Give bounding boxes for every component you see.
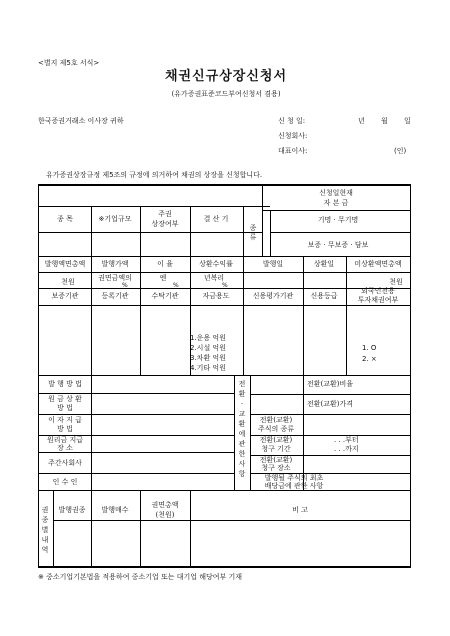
rule bbox=[38, 490, 410, 491]
issue-total-label: 발행액면총액 bbox=[44, 260, 86, 268]
rule bbox=[38, 375, 410, 376]
rule bbox=[262, 210, 410, 211]
rule bbox=[140, 206, 141, 256]
form-number: <별지 제5호 서식> bbox=[38, 59, 100, 67]
issue-date-label: 발행일 bbox=[262, 260, 284, 268]
apply-date-label: 신 청 일: bbox=[278, 117, 306, 125]
period-to: . . .까지 bbox=[334, 445, 359, 453]
kind-option-registered: 기명 · 무기명 bbox=[317, 216, 359, 224]
date-month: 월 bbox=[381, 117, 388, 125]
date-day: 일 bbox=[404, 117, 411, 125]
rule bbox=[38, 393, 234, 394]
underwriter-label: 주간사회사 bbox=[48, 459, 82, 467]
fund-use-2: 2.시설 억원 bbox=[190, 344, 226, 352]
rule bbox=[38, 272, 410, 273]
capital-label: 신청일현재 bbox=[319, 189, 353, 197]
rule bbox=[262, 186, 263, 256]
unit-percent-2: % bbox=[173, 282, 179, 289]
rule bbox=[91, 256, 92, 288]
seal-mark: (인) bbox=[394, 147, 407, 155]
guarantor-label: 보증기관 bbox=[51, 292, 79, 300]
ceo-label: 대표이사: bbox=[278, 147, 308, 155]
kind-option-guarantee: 보증 · 무보증 · 담보 bbox=[307, 241, 369, 249]
recipient: 한국증권거래소 이사장 귀하 bbox=[38, 117, 124, 125]
yield-label: 상환수익률 bbox=[199, 260, 233, 268]
rule bbox=[38, 232, 262, 233]
unit-percent: % bbox=[122, 282, 128, 289]
rule bbox=[38, 206, 270, 207]
page-subtitle: (유가증권표준코드부여신청서 겸용) bbox=[171, 90, 281, 98]
period-from: . . .부터 bbox=[334, 436, 359, 444]
rate-label: 이 율 bbox=[157, 260, 173, 268]
rule bbox=[270, 210, 271, 256]
rating-org-label: 신용평가기관 bbox=[252, 292, 294, 300]
table-bottom-border bbox=[38, 566, 410, 568]
dividend-label-2: 배당금에 관한 사항 bbox=[264, 482, 324, 490]
denomination-label: 발행권종 bbox=[58, 506, 86, 514]
rule bbox=[243, 206, 244, 256]
issue-price-label: 발행가액 bbox=[101, 260, 129, 268]
rule bbox=[38, 305, 410, 306]
pay-place-label: 원리금 지급 bbox=[46, 436, 84, 444]
rule bbox=[270, 232, 410, 233]
rule bbox=[91, 206, 92, 256]
registrar-label: 등록기관 bbox=[101, 292, 129, 300]
rule bbox=[140, 490, 141, 566]
listed-label: 주권 bbox=[158, 210, 172, 218]
fund-use-1: 1.운용 억원 bbox=[190, 334, 226, 342]
rule bbox=[190, 256, 191, 288]
count-label: 발행매수 bbox=[101, 506, 129, 514]
principal-label: 원 금 상 환 bbox=[48, 395, 82, 403]
applicant-label: 신청회사: bbox=[278, 132, 308, 140]
rule bbox=[250, 414, 410, 415]
interest-label: 이 자 지 급 bbox=[48, 416, 82, 424]
issue-method-label: 발 행 방 법 bbox=[48, 380, 82, 388]
rule bbox=[140, 288, 141, 375]
unit-price-label: 권면금액의 bbox=[98, 274, 132, 282]
kind-label: 종류 bbox=[249, 224, 257, 241]
conversion-kind-label: 전환(교환) bbox=[259, 416, 293, 424]
date-year: 년 bbox=[358, 117, 365, 125]
rule bbox=[91, 288, 92, 375]
table-right-border bbox=[410, 184, 411, 568]
fund-use-4: 4.기타 억원 bbox=[190, 364, 226, 372]
redeem-date-label: 상환일 bbox=[313, 260, 335, 268]
rule bbox=[190, 206, 191, 256]
rule bbox=[140, 256, 141, 288]
conversion-place-label-2: 청구 장소 bbox=[261, 464, 291, 472]
conversion-place-label: 전환(교환) bbox=[259, 456, 293, 464]
rule bbox=[303, 288, 304, 375]
table-top-border bbox=[38, 184, 410, 186]
foreign-label: 외국인전용 bbox=[361, 287, 395, 295]
rule bbox=[38, 256, 410, 257]
item-label: 종 목 bbox=[57, 215, 73, 223]
page-title: 채권신규상장신청서 bbox=[164, 69, 288, 84]
principal-label-2: 방 법 bbox=[57, 404, 73, 412]
certificate-side-label: 권종별내역 bbox=[41, 506, 49, 554]
trustee-label: 수탁기관 bbox=[151, 292, 179, 300]
table-left-border bbox=[38, 184, 39, 568]
company-size-label: ※기업규모 bbox=[98, 215, 132, 223]
conversion-kind-label-2: 주식의 종류 bbox=[257, 425, 295, 433]
face-amount-label: 권면총액 bbox=[151, 501, 179, 509]
rule bbox=[38, 452, 234, 453]
foreign-option-no: 2. × bbox=[362, 355, 377, 363]
unit-compound: 년복리 bbox=[203, 274, 225, 282]
rule bbox=[346, 288, 347, 375]
unit-won-2: 천원 bbox=[389, 278, 403, 286]
intro-text: 유가증권상장규정 제5조의 규정에 의거하여 채권의 상장을 신청합니다. bbox=[46, 171, 263, 179]
rule bbox=[190, 490, 191, 566]
rule bbox=[250, 394, 410, 395]
settlement-label: 결 산 기 bbox=[203, 215, 229, 223]
rule bbox=[234, 375, 235, 490]
fund-use-label: 자금용도 bbox=[202, 292, 230, 300]
fund-use-3: 3.차환 억원 bbox=[190, 354, 226, 362]
rule bbox=[91, 490, 92, 566]
rule bbox=[38, 414, 234, 415]
face-amount-unit: (천원) bbox=[155, 511, 175, 519]
acquirer-label: 인 수 인 bbox=[52, 478, 78, 486]
rule bbox=[38, 473, 234, 474]
rating-label: 신용등급 bbox=[310, 292, 338, 300]
footnote: ※ 중소기업기본법을 적용하여 중소기업 또는 대기업 해당여부 기재 bbox=[38, 573, 243, 581]
conversion-ratio-label: 전환(교환)비율 bbox=[306, 380, 354, 388]
foreign-label-2: 투자채권여부 bbox=[357, 296, 399, 304]
conversion-period-label: 전환(교환) bbox=[259, 436, 293, 444]
rule bbox=[243, 288, 244, 375]
unit-won: 천원 bbox=[61, 278, 75, 286]
dividend-label: 발행될 주식의 최초 bbox=[264, 474, 324, 482]
unredeemed-label: 미상환액면총액 bbox=[354, 260, 402, 268]
pay-place-label-2: 장 소 bbox=[57, 444, 73, 452]
conversion-price-label: 전환(교환)가격 bbox=[306, 400, 354, 408]
rule bbox=[53, 490, 54, 566]
rule bbox=[303, 256, 304, 288]
rule bbox=[243, 256, 244, 288]
interest-label-2: 방 법 bbox=[57, 425, 73, 433]
conversion-side-label: 전환·교환에 관한 사항 bbox=[238, 380, 246, 478]
listed-label-2: 상장여부 bbox=[151, 220, 179, 228]
rule bbox=[53, 520, 410, 521]
foreign-option-yes: 1. O bbox=[362, 344, 377, 352]
unit-yen: 엔 bbox=[159, 274, 167, 282]
rule bbox=[346, 256, 347, 288]
conversion-period-label-2: 청구 기간 bbox=[261, 445, 291, 453]
remarks-label: 비 고 bbox=[292, 506, 308, 514]
capital-label-2: 자 본 금 bbox=[323, 199, 349, 207]
unit-percent-3: % bbox=[222, 282, 228, 289]
